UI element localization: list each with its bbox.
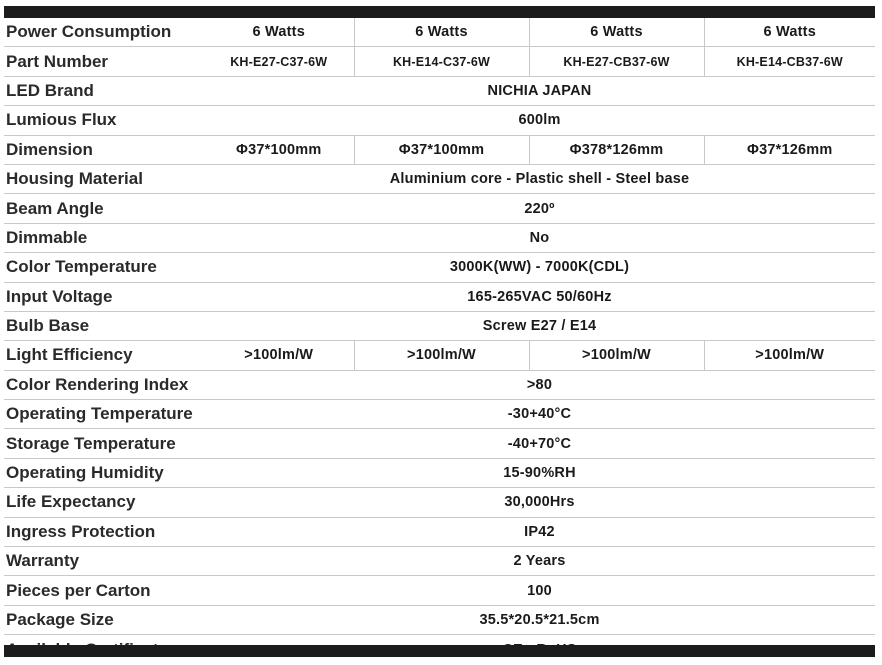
row-warranty	[4, 547, 875, 576]
cell-value: 165-265VAC 50/60Hz	[204, 282, 875, 311]
row-life-expectancy	[4, 488, 875, 517]
row-label: LED Brand	[4, 76, 204, 105]
row-label: Light Efficiency	[4, 341, 204, 370]
row-label: Dimmable	[4, 223, 204, 252]
cell-value: 600lm	[204, 106, 875, 135]
spec-table	[4, 18, 875, 664]
row-label: Dimension	[4, 135, 204, 164]
cell-value: Aluminium core - Plastic shell - Steel base	[204, 164, 875, 193]
row-label: Housing Material	[4, 164, 204, 193]
cell-value: Φ37*126mm	[704, 135, 875, 164]
cell-value: 6 Watts	[204, 18, 354, 47]
row-package-size	[4, 605, 875, 634]
cell-value: NICHIA JAPAN	[204, 76, 875, 105]
row-ingress-protection	[4, 517, 875, 546]
cell-value: No	[204, 223, 875, 252]
row-label: Ingress Protection	[4, 517, 204, 546]
row-label: Warranty	[4, 547, 204, 576]
row-pieces-per-carton	[4, 576, 875, 605]
row-operating-temperature	[4, 400, 875, 429]
row-label: Package Size	[4, 605, 204, 634]
row-part-number	[4, 47, 875, 76]
cell-value: 6 Watts	[704, 18, 875, 47]
row-light-efficiency	[4, 341, 875, 370]
cell-value: 15-90%RH	[204, 458, 875, 487]
row-dimension	[4, 135, 875, 164]
cell-value: IP42	[204, 517, 875, 546]
cell-value: >80	[204, 370, 875, 399]
cell-value: KH-E14-CB37-6W	[704, 47, 875, 76]
cell-value: 100	[204, 576, 875, 605]
row-storage-temperature	[4, 429, 875, 458]
row-label: Operating Temperature	[4, 400, 204, 429]
row-led-brand	[4, 76, 875, 105]
cell-value: >100lm/W	[204, 341, 354, 370]
bottom-bar	[4, 645, 875, 657]
row-label: Storage Temperature	[4, 429, 204, 458]
cell-value: 6 Watts	[529, 18, 704, 47]
row-label: Pieces per Carton	[4, 576, 204, 605]
cell-value: 30,000Hrs	[204, 488, 875, 517]
cell-value: 220º	[204, 194, 875, 223]
cell-value: 3000K(WW) - 7000K(CDL)	[204, 253, 875, 282]
cell-value: KH-E27-C37-6W	[204, 47, 354, 76]
cell-value: KH-E14-C37-6W	[354, 47, 529, 76]
row-operating-humidity	[4, 458, 875, 487]
row-label: Power Consumption	[4, 18, 204, 47]
cell-value: Φ37*100mm	[204, 135, 354, 164]
row-beam-angle	[4, 194, 875, 223]
row-color-rendering-index	[4, 370, 875, 399]
row-label: Operating Humidity	[4, 458, 204, 487]
cell-value: 35.5*20.5*21.5cm	[204, 605, 875, 634]
top-bar	[4, 6, 875, 18]
row-color-temperature	[4, 253, 875, 282]
row-label: Beam Angle	[4, 194, 204, 223]
cell-value: Screw E27 / E14	[204, 311, 875, 340]
row-label: Color Temperature	[4, 253, 204, 282]
cell-value: KH-E27-CB37-6W	[529, 47, 704, 76]
row-power-consumption	[4, 18, 875, 47]
row-label: Color Rendering Index	[4, 370, 204, 399]
row-housing-material	[4, 164, 875, 193]
row-label: Bulb Base	[4, 311, 204, 340]
cell-value: -30+40°C	[204, 400, 875, 429]
row-label: Part Number	[4, 47, 204, 76]
cell-value: -40+70°C	[204, 429, 875, 458]
row-luminous-flux	[4, 106, 875, 135]
row-label: Life Expectancy	[4, 488, 204, 517]
cell-value: Φ378*126mm	[529, 135, 704, 164]
row-bulb-base	[4, 311, 875, 340]
cell-value: 2 Years	[204, 547, 875, 576]
cell-value: >100lm/W	[704, 341, 875, 370]
row-dimmable	[4, 223, 875, 252]
cell-value: Φ37*100mm	[354, 135, 529, 164]
cell-value: 6 Watts	[354, 18, 529, 47]
cell-value: >100lm/W	[529, 341, 704, 370]
row-label: Lumious Flux	[4, 106, 204, 135]
cell-value: >100lm/W	[354, 341, 529, 370]
row-label: Input Voltage	[4, 282, 204, 311]
row-input-voltage	[4, 282, 875, 311]
